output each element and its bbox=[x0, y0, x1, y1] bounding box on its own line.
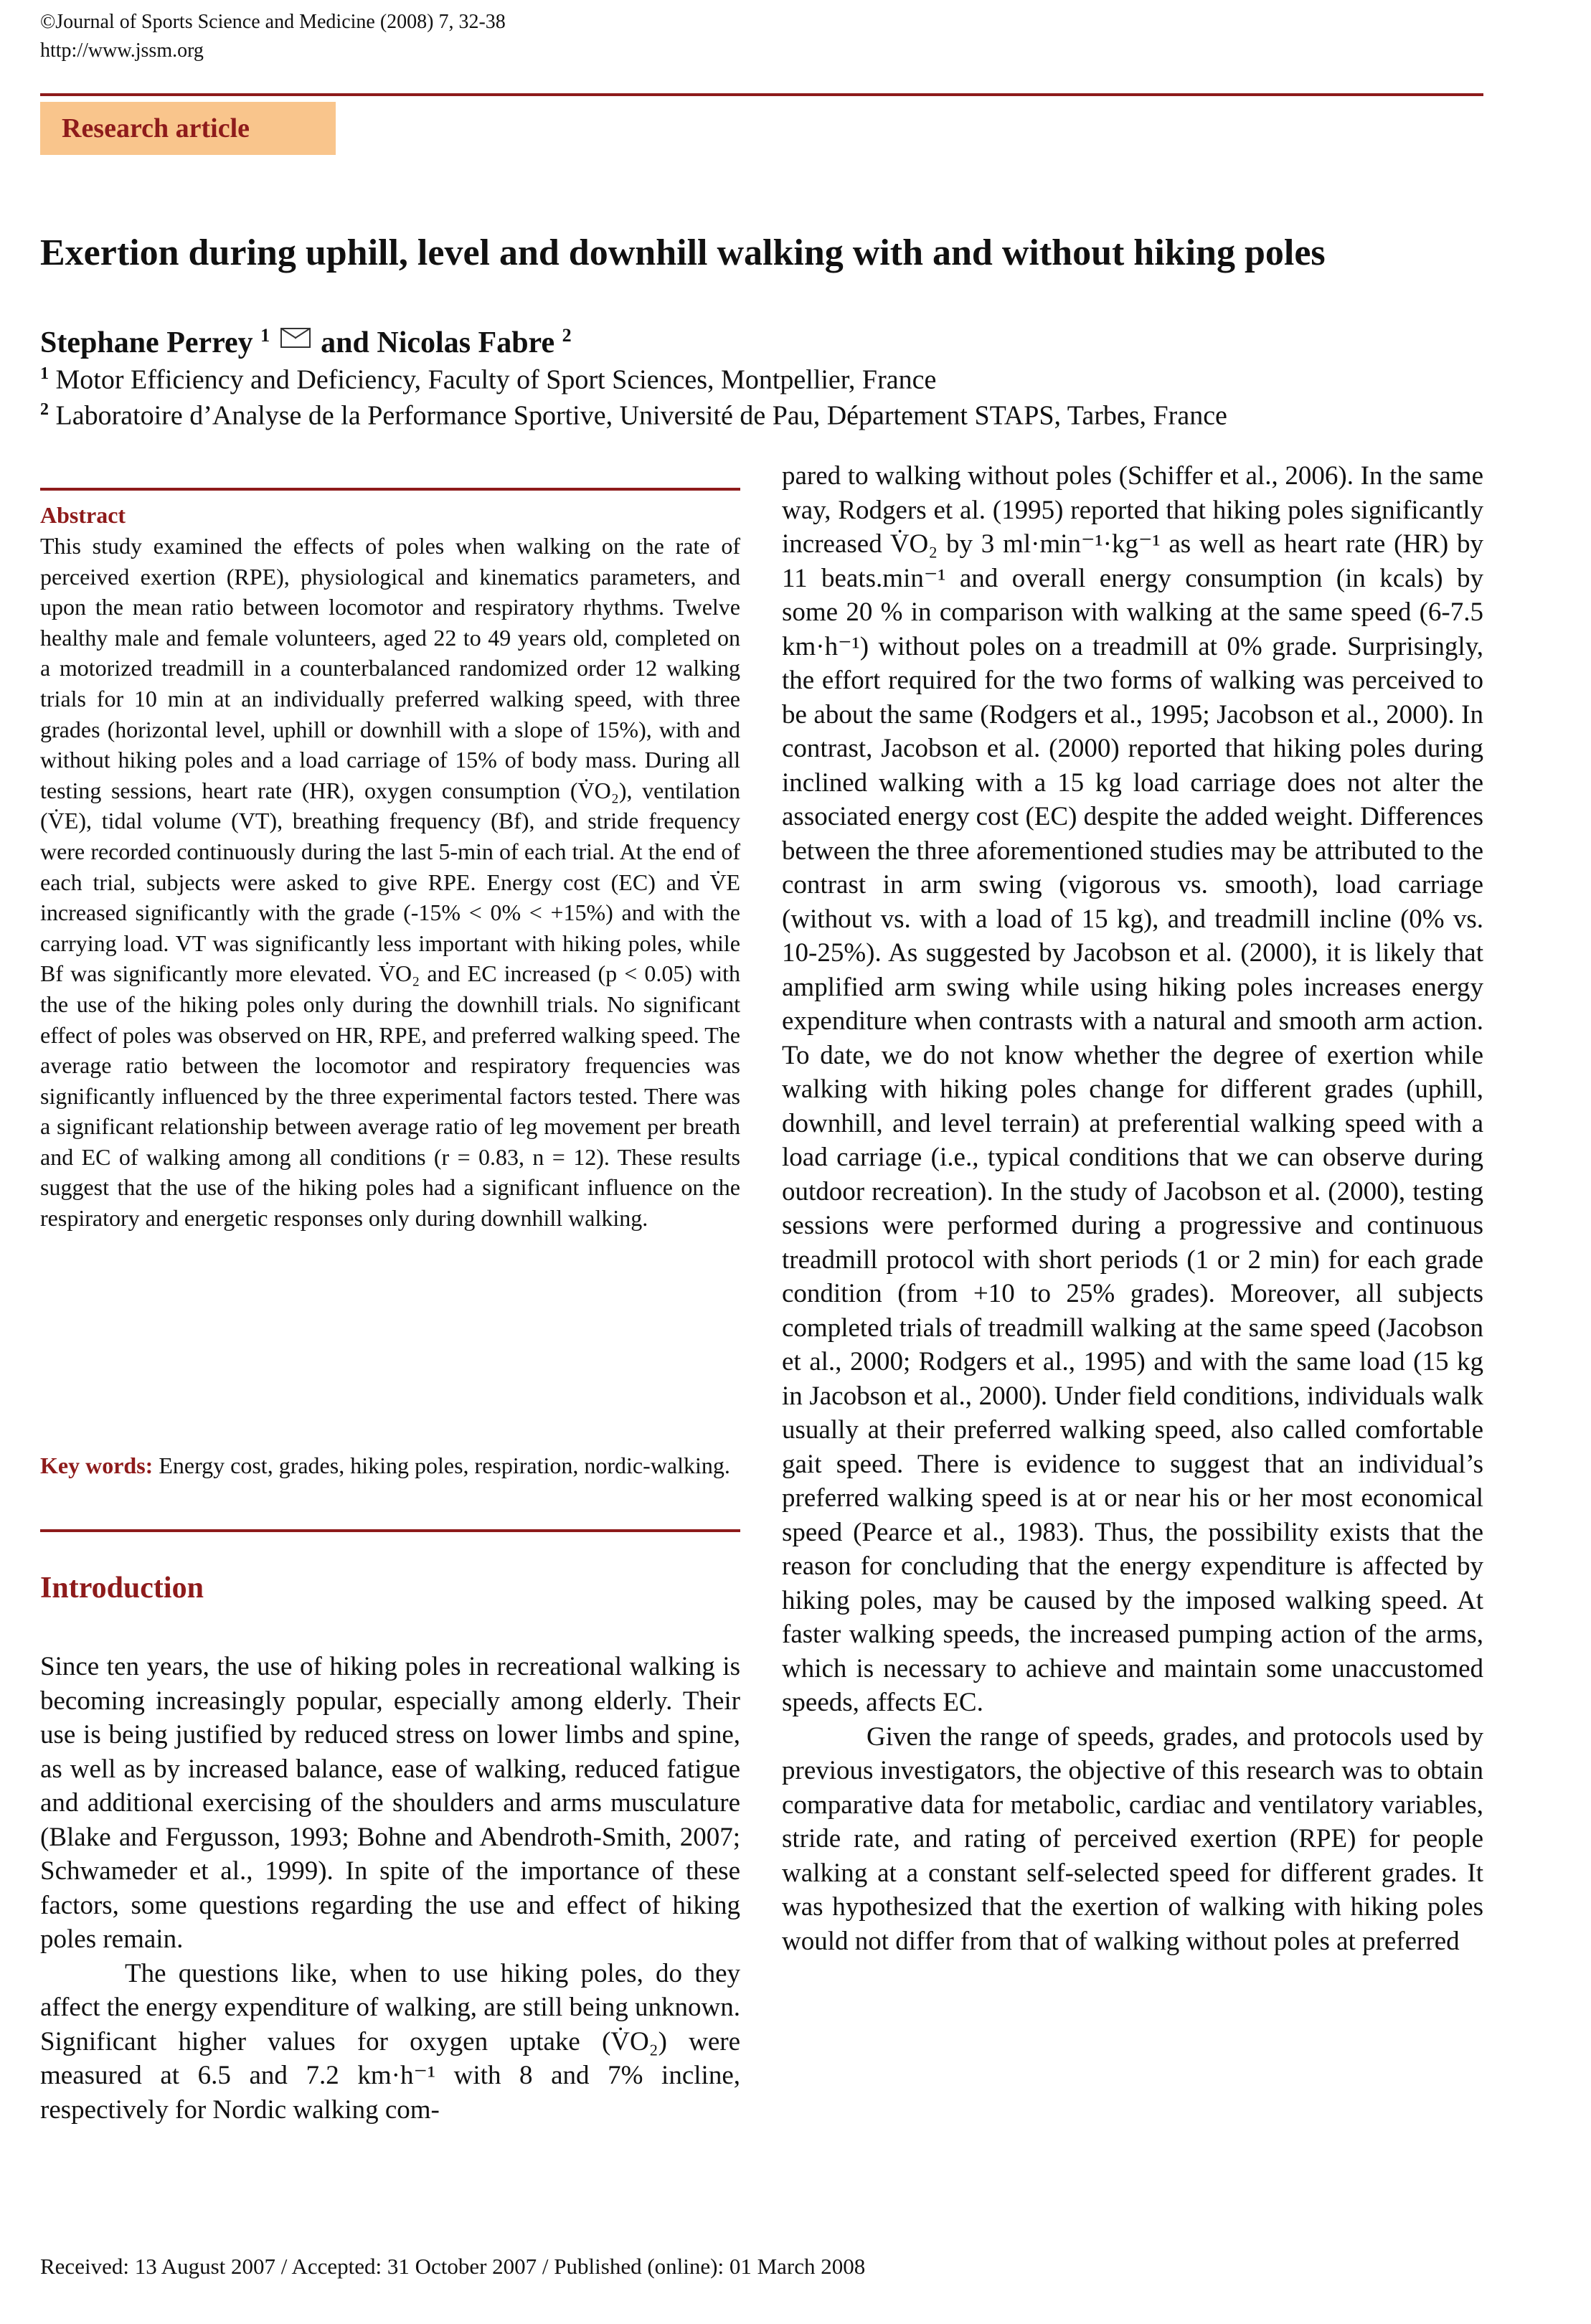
keywords bbox=[40, 1450, 740, 1480]
journal-url[interactable]: http://www.jssm.org bbox=[40, 39, 204, 62]
abstract-body: This study examined the effects of poles when walking on the rate of perceived exertion (RPE), physiological and kinematics parameters, and upon the mean ratio between locomotor and respiratory rhythms. Twelve healthy male and female volunteers, aged 22 to 49 years old, completed on a motorized treadmill in a counterbalanced randomized order 12 walking trials for 10 min at an individually preferred walking speed, with three grades (horizontal level, uphill or downhill with a slope of 15%), with and without hiking poles and a load carriage of 15% of body mass. During all testing sessions, heart rate (HR), oxygen consumption (V̇O₂), ventilation (V̇E), tidal volume (VT), breathing frequency (Bf), and stride frequency were recorded continuously during the last 5-min of each trial. At the end of each trial, subjects were asked to give RPE. Energy cost (EC) and V̇E increased significantly with the grade (-15% < 0% < +15%) and with the carrying load. VT was significantly less important with hiking poles, while Bf was significantly more elevated. V̇O₂ and EC increased (p < 0.05) with the use of the hiking poles only during the downhill trials. No significant effect of poles was observed on HR, RPE, and preferred walking speed. The average ratio between the locomotor and respiratory frequencies was significantly influenced by the three experimental factors tested. There was a significant relationship between average ratio of leg movement per breath and EC of walking among all conditions (r = 0.83, n = 12). These results suggest that the use of the hiking poles had a significant influence on the respiratory and energetic responses only during downhill walking. bbox=[40, 533, 740, 1232]
journal-citation: ©Journal of Sports Science and Medicine (2008) 7, 32-38 bbox=[40, 11, 506, 33]
paragraph: Given the range of speeds, grades, and protocols used by previous investigators, the objective of this research was to obtain comparative data for metabolic, cardiac and ventilatory variables, stride rate, and rating of perceived exertion (RPE) for people walking at a constant self-selected speed for different grades. It was hypothesized that the exertion of walking with hiking poles would not differ from that of walking without poles at preferred bbox=[782, 1721, 1483, 1956]
paragraph: The questions like, when to use hiking poles, do they affect the energy expenditure of walking, are still being unknown. Significant higher values for oxygen uptake (V̇O₂) were measured at 6.5 and 7.2 km·h⁻¹ with 8 and 7% incline, respectively for Nordic walking com- bbox=[40, 1958, 740, 2125]
paragraph: pared to walking without poles (Schiffer et al., 2006). In the same way, Rodgers et al. (1995) reported that hiking poles significantly increased V̇O₂ by 3 ml·min⁻¹·kg⁻¹ as well as heart rate (HR) by 11 beats.min⁻¹ and overall energy consumption (in kcals) by some 20 % in comparison with walking at the same speed (6-7.5 km·h⁻¹) without poles on a treadmill at 0% grade. Surprisingly, the effort required for the two forms of walking was perceived to be about the same (Rodgers et al., 1995; Jacobson et al., 2000). In contrast, Jacobson et al. (2000) reported that hiking poles during inclined walking with a 15 kg load carriage does not alter the associated energy cost (EC) despite the added weight. Differences between the three aforementioned studies may be attributed to the contrast in arm swing (vigorous vs. smooth), load carriage (without vs. with a load of 15 kg), and treadmill incline (0% vs. 10-25%). As suggested by Jacobson et al. (2000), it is likely that amplified arm swing while using hiking poles increases energy expenditure when contrasts with a natural and smooth arm action. To date, we do not know whether the degree of exertion while walking with hiking poles change for different grades (uphill, downhill, and level terrain) at preferential walking speed with a load carriage (i.e., typical conditions that we can observe during outdoor recreation). In the study of Jacobson et al. (2000), testing sessions were performed during a progressive and continuous treadmill protocol with short periods (1 or 2 min) for each grade condition (from +10 to 25% grades). Moreover, all subjects completed trials of treadmill walking at the same speed (Jacobson et al., 2000; Rodgers et al., 1995) and with the same load (15 kg in Jacobson et al., 2000). Under field conditions, individuals walk usually at their preferred walking speed, also called comfortable gait speed. There is evidence to suggest that an individual’s preferred walking speed is at or near his or her most economical speed (Pearce et al., 1983). Thus, the possibility exists that the reason for concluding that the energy expenditure is affected by hiking poles, may be caused by the imposed walking speed. At faster walking speeds, the increased pumping action of the arms, which is necessary to achieve and maintain some unaccustomed speeds, affects EC. bbox=[782, 461, 1483, 1717]
author-connector: and bbox=[321, 326, 369, 359]
right-column-body bbox=[782, 459, 1483, 1958]
keywords-text: Energy cost, grades, hiking poles, respiration, nordic-walking. bbox=[159, 1452, 730, 1478]
mail-icon[interactable] bbox=[280, 328, 311, 348]
affiliation-text: Laboratoire d’Analyse de la Performance Sportive, Université de Pau, Département STAPS, Tarbes, France bbox=[55, 400, 1227, 431]
header-divider bbox=[40, 93, 1483, 96]
abstract-divider bbox=[40, 488, 740, 491]
section-heading: Introduction bbox=[40, 1572, 204, 1605]
affiliation-line bbox=[40, 392, 1227, 434]
author-name: Stephane Perrey bbox=[40, 326, 253, 359]
article-type-badge: Research article bbox=[40, 102, 336, 155]
affiliation-number: 1 bbox=[40, 364, 49, 383]
affiliation-number: 2 bbox=[40, 400, 49, 419]
introduction-body bbox=[40, 1650, 740, 2127]
section-divider bbox=[40, 1529, 740, 1532]
affiliation-marker: 1 bbox=[260, 325, 270, 346]
affiliation-text: Motor Efficiency and Deficiency, Faculty of Sport Sciences, Montpellier, France bbox=[55, 364, 937, 395]
publication-dates: Received: 13 August 2007 / Accepted: 31 October 2007 / Published (online): 01 March 2008 bbox=[40, 2254, 866, 2279]
affiliation-marker: 2 bbox=[562, 325, 572, 346]
paragraph: Since ten years, the use of hiking poles in recreational walking is becoming increasingly popular, especially among elderly. Their use is being justified by reduced stress on lower limbs and spine, as well as by increased balance, ease of walking, reduced fatigue and additional exercising of the shoulders and arms musculature (Blake and Fergusson, 1993; Bohne and Abendroth-Smith, 2007; Schwameder et al., 1999). In spite of the importance of these factors, some questions regarding the use and effect of hiking poles remain. bbox=[40, 1652, 740, 1954]
author-name: Nicolas Fabre bbox=[377, 326, 555, 359]
keywords-label: Key words: bbox=[40, 1452, 154, 1478]
abstract-heading: Abstract bbox=[40, 502, 126, 528]
paper-title: Exertion during uphill, level and downhill walking with and without hiking poles bbox=[40, 232, 1326, 273]
